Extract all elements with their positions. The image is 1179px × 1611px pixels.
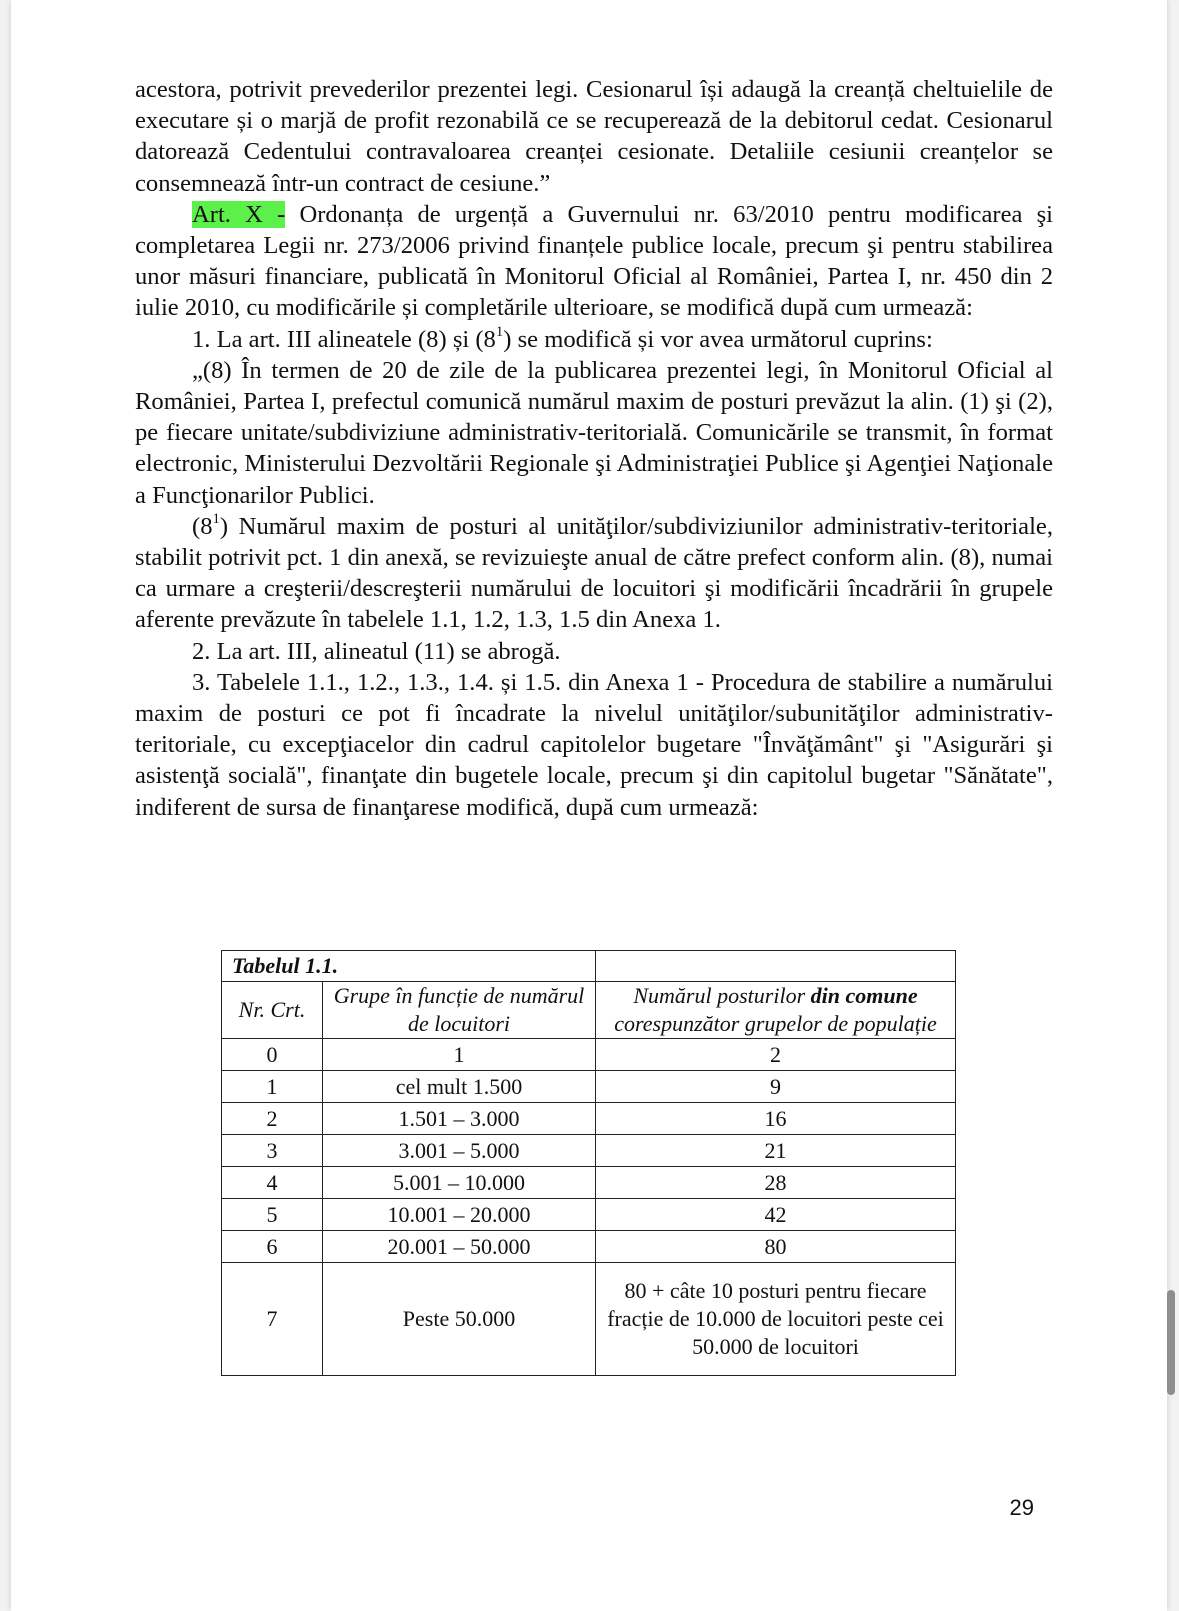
paragraph-8: „(8) În termen de 20 de zile de la publicarea prezentei legi, în Monitorul Oficial al României, Partea I, prefectul comunică numărul maxim de posturi prevăzut la alin. (1) şi (2), pe fiecare unitate/subdiviziune administrativ-teritorială. Comunicările se transmit, în format electronic, Ministerului Dezvoltării Regionale şi Administraţiei Publice şi Agenţiei Naţionale a Funcţionarilor Publici. — [135, 356, 1053, 509]
table-caption: Tabelul 1.1. — [222, 951, 596, 982]
cell-posts: 2 — [596, 1039, 956, 1071]
table-row — [222, 1103, 956, 1135]
cell-nr: 3 — [222, 1135, 323, 1167]
cell-nr: 1 — [222, 1071, 323, 1103]
cell-posts: 9 — [596, 1071, 956, 1103]
paragraph-cession: acestora, potrivit prevederilor prezentei legi. Cesionarul își adaugă la creanță cheltuielile de executare și o marjă de profit rezonabilă ce se recuperează de la debitorul cedat. Cesionarul datorează Cedentului contravaloarea creanței cesionate. Detaliile cesiunii creanțelor se consemnează într-un contract de cesiune.” — [135, 76, 1053, 197]
table-row — [222, 1263, 956, 1376]
cell-nr: 0 — [222, 1039, 323, 1071]
article-text: Ordonanța de urgență a Guvernului nr. 63/2010 pentru modificarea şi completarea Legii nr. 273/2006 privind finanțele publice locale, precum şi pentru stabilirea unor măsuri financiare, publicată în Monitorul Oficial al României, Partea I, nr. 450 din 2 iulie 2010, cu modificările și completările ulterioare, se modifică după cum urmează: — [135, 200, 1054, 322]
cell-nr: 6 — [222, 1231, 323, 1263]
header-nr-crt: Nr. Crt. — [222, 982, 323, 1039]
table-row — [222, 1039, 956, 1071]
item-3: 3. Tabelele 1.1., 1.2., 1.3., 1.4. și 1.5. din Anexa 1 - Procedura de stabilire a numărului maxim de posturi ce pot fi încadrate la nivelul unităţilor/subunităţilor administrativ-teritoriale, cu excepţiacelor din cadrul capitolelor bugetare "Învăţământ" şi "Asigurări şi asistenţă socială", finanţate din bugetele locale, precum şi din capitolul bugetar "Sănătate", indiferent de sursa de finanţarese modifică, după cum urmează: — [135, 668, 1053, 821]
paragraph-8-1-text-b: ) Numărul maxim de posturi al unităţilor/subdiviziunilor administrativ-teritoriale, stabilit potrivit pct. 1 din anexă, se revizuieşte anual de către prefect conform alin. (8), numai ca urmare a creşterii/descreşterii numărului de locuitori şi modificării încadrării în grupele aferente prevăzute în tabelele 1.1, 1.2, 1.3, 1.5 din Anexa 1. — [135, 512, 1053, 634]
cell-posts: 80 + câte 10 posturi pentru fiecare fracție de 10.000 de locuitori peste cei 50.000 de locuitori — [596, 1263, 956, 1376]
table-caption-empty-cell — [596, 951, 956, 982]
header-posts-bold: din comune — [810, 983, 918, 1008]
paragraph-8-1-superscript: 1 — [212, 510, 220, 527]
cell-group: 20.001 – 50.000 — [323, 1231, 596, 1263]
paragraph-8-1-text-a: (8 — [192, 512, 213, 540]
cell-posts: 80 — [596, 1231, 956, 1263]
paragraph-8-1 — [135, 511, 1053, 636]
item-1-superscript: 1 — [495, 323, 504, 340]
header-posts-text-b: corespunzător grupelor de populație — [614, 1011, 937, 1036]
cell-nr: 2 — [222, 1103, 323, 1135]
table-row — [222, 1231, 956, 1263]
item-1 — [135, 324, 1053, 355]
cell-group: 3.001 – 5.000 — [323, 1135, 596, 1167]
item-1-text-b: ) se modifică și vor avea următorul cuprins: — [503, 325, 933, 353]
cell-group: 5.001 – 10.000 — [323, 1167, 596, 1199]
header-groups: Grupe în funcție de numărul de locuitori — [323, 982, 596, 1039]
scrollbar-thumb[interactable] — [1167, 1290, 1175, 1395]
header-posts-text-a: Numărul posturilor — [633, 983, 811, 1008]
cell-nr: 7 — [222, 1263, 323, 1376]
page-number: 29 — [1009, 1495, 1034, 1520]
cell-nr: 5 — [222, 1199, 323, 1231]
table-row — [222, 1167, 956, 1199]
cell-group: 1 — [323, 1039, 596, 1071]
item-1-text-a: 1. La art. III alineatele (8) și (8 — [192, 325, 496, 353]
cell-group: 10.001 – 20.000 — [323, 1199, 596, 1231]
item-2: 2. La art. III, alineatul (11) se abrogă. — [192, 637, 561, 665]
paragraph-art-x — [135, 199, 1053, 324]
table-row — [222, 1071, 956, 1103]
table-row — [222, 1199, 956, 1231]
cell-posts: 16 — [596, 1103, 956, 1135]
cell-group: cel mult 1.500 — [323, 1071, 596, 1103]
table-row — [222, 1135, 956, 1167]
table-1-1 — [221, 950, 956, 1376]
cell-posts: 21 — [596, 1135, 956, 1167]
cell-group: Peste 50.000 — [323, 1263, 596, 1376]
header-posts — [596, 982, 956, 1039]
highlighted-article-label: Art. X - — [192, 200, 286, 228]
document-body — [135, 74, 1053, 823]
cell-posts: 28 — [596, 1167, 956, 1199]
document-page — [11, 0, 1167, 1611]
cell-group: 1.501 – 3.000 — [323, 1103, 596, 1135]
cell-nr: 4 — [222, 1167, 323, 1199]
cell-posts: 42 — [596, 1199, 956, 1231]
